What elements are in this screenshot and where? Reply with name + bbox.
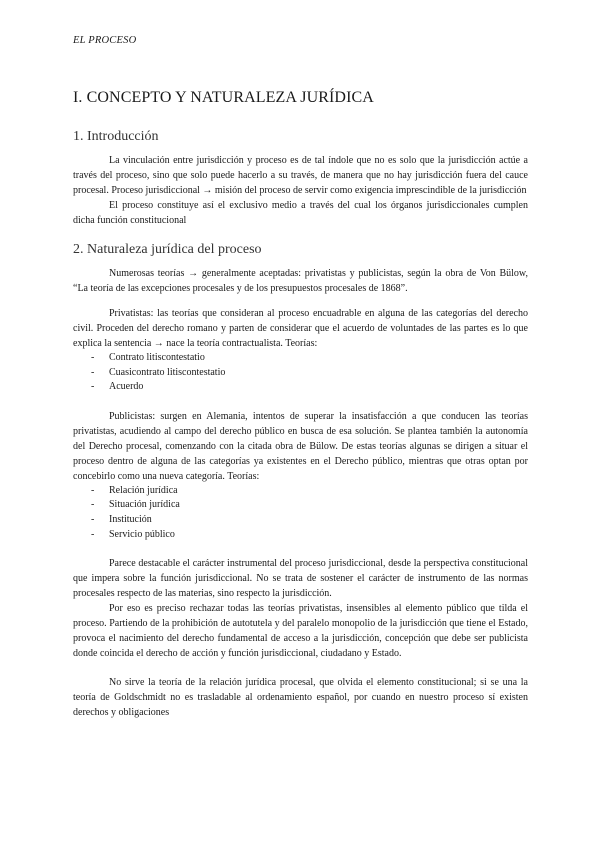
privatistas-paragraph: Privatistas: las teorías que consideran al proceso encuadrable en alguna de las categorías del derecho civil. Proceden del derecho romano y parten de considerar que el acuerdo de voluntades de las partes es lo que explica la sentencia → nace la teoría contractualista. Teorías: <box>73 308 528 349</box>
rechazar-paragraph: Por eso es preciso rechazar todas las teorías privatistas, insensibles al elemento público que tilda el proceso. Partiendo de la prohibición de autotutela y del paralelo monopolio de la jurisdicción que tiene el Estado, provoca el nacimiento del derecho fundamental de acceso a la jurisdicción, concepción que debe ser publicista donde coincida el derecho de acción y función jurisdiccional, ciudadano y Estado. <box>73 603 528 660</box>
list-item: - Institución <box>91 513 528 528</box>
list-item: - Contrato litiscontestatio <box>91 351 528 366</box>
publicistas-list <box>73 484 528 542</box>
destacable-paragraph: Parece destacable el carácter instrumental del proceso jurisdiccional, desde la perspectiva constitucional que impera sobre la función jurisdiccional. No se trata de sostener el carácter de instrumento de las normas procesales respecto de las materias, sino respecto la jurisdicción. <box>73 558 528 600</box>
intro-paragraph-1: La vinculación entre jurisdicción y proceso es de tal índole que no es solo que la jurisdicción actúe a través del proceso, sino que solo puede hacerlo a su través, de manera que no hay jurisdicción fuera del cauce procesal. Proceso jurisdiccional → misión del proceso de servir como exigencia imprescindible de la jurisdicción <box>73 155 528 196</box>
list-item: - Cuasicontrato litiscontestatio <box>91 366 528 381</box>
chapter-title: I. CONCEPTO Y NATURALEZA JURÍDICA <box>73 89 374 106</box>
naturaleza-intro-paragraph: Numerosas teorías → generalmente aceptadas: privatistas y publicistas, según la obra de Von Bülow, “La teoría de las excepciones procesales y de los presupuestos procesales de 1868”. <box>73 268 528 294</box>
running-head: EL PROCESO <box>73 35 137 46</box>
section-introduccion-title: 1. Introducción <box>73 129 159 144</box>
list-item: - Situación jurídica <box>91 498 528 513</box>
intro-paragraph-2: El proceso constituye así el exclusivo medio a través del cual los órganos jurisdiccionales cumplen dicha función constitucional <box>73 200 528 226</box>
no-sirve-paragraph: No sirve la teoría de la relación jurídica procesal, que olvida el elemento constitucional; si se una la teoría de Goldschmidt no es trasladable al ordenamiento español, por cuando en nuestro proceso sí existen derechos y obligaciones <box>73 677 528 719</box>
privatistas-list <box>73 351 528 395</box>
section-naturaleza-title: 2. Naturaleza jurídica del proceso <box>73 242 262 257</box>
list-item: - Servicio público <box>91 528 528 543</box>
list-item: - Relación jurídica <box>91 484 528 499</box>
list-item: - Acuerdo <box>91 380 528 395</box>
publicistas-paragraph: Publicistas: surgen en Alemania, intentos de superar la insatisfacción a que conducen las teorías privatistas, acudiendo al campo del derecho público en busca de esa solución. Se plantea también la autonomía del Derecho procesal, comenzando con la citada obra de Bülow. De estas teorías algunas se dirigen a situar el proceso dentro de alguna de las categorías ya existentes en el Derecho público, mientras que otras optan por concebirlo como una nueva categoría. Teorías: <box>73 410 528 482</box>
